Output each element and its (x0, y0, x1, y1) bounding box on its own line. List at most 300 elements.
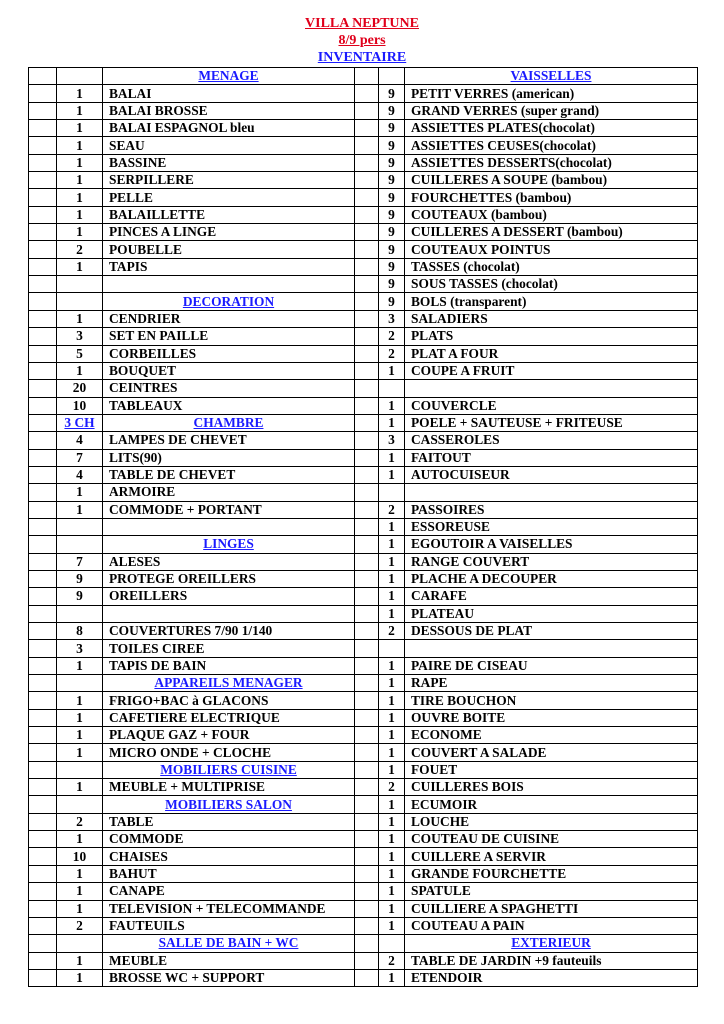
right-quantity-cell: 1 (379, 414, 405, 431)
right-quantity-cell: 9 (379, 102, 405, 119)
right-quantity-cell: 2 (379, 779, 405, 796)
right-item-cell: DESSOUS DE PLAT (405, 623, 698, 640)
right-item-cell: TASSES (chocolat) (405, 258, 698, 275)
table-row (29, 588, 698, 605)
right-item-cell: GRAND VERRES (super grand) (405, 102, 698, 119)
column-separator-cell (355, 623, 379, 640)
row-marker-cell (29, 154, 57, 171)
column-separator-cell (355, 727, 379, 744)
table-row (29, 293, 698, 310)
left-quantity-cell: 10 (57, 848, 103, 865)
left-quantity-cell: 1 (57, 501, 103, 518)
column-separator-cell (355, 102, 379, 119)
left-item-cell: TABLEAUX (103, 397, 355, 414)
table-row (29, 224, 698, 241)
right-item-cell: CUILLERES BOIS (405, 779, 698, 796)
row-marker-cell (29, 727, 57, 744)
right-section-heading: VAISSELLES (405, 68, 698, 85)
row-marker-cell (29, 813, 57, 830)
column-separator-cell (355, 449, 379, 466)
left-quantity-cell: 10 (57, 397, 103, 414)
right-quantity-cell: 1 (379, 588, 405, 605)
left-quantity-cell: 20 (57, 380, 103, 397)
right-item-cell (405, 640, 698, 657)
right-item-cell: SALADIERS (405, 310, 698, 327)
row-marker-cell (29, 744, 57, 761)
right-item-cell: CUILLERES A DESSERT (bambou) (405, 224, 698, 241)
table-row (29, 172, 698, 189)
left-quantity-cell: 2 (57, 241, 103, 258)
right-item-cell: ECUMOIR (405, 796, 698, 813)
right-item-cell: ASSIETTES CEUSES(chocolat) (405, 137, 698, 154)
right-item-cell: CARAFE (405, 588, 698, 605)
row-marker-cell (29, 692, 57, 709)
right-item-cell: COUTEAU A PAIN (405, 917, 698, 934)
column-separator-cell (355, 831, 379, 848)
right-item-cell: PETIT VERRES (american) (405, 85, 698, 102)
right-item-cell: PASSOIRES (405, 501, 698, 518)
row-marker-cell (29, 865, 57, 882)
table-row (29, 727, 698, 744)
right-quantity-cell: 1 (379, 969, 405, 986)
column-separator-cell (355, 397, 379, 414)
row-marker-cell (29, 345, 57, 362)
column-separator-cell (355, 692, 379, 709)
right-quantity-cell: 1 (379, 917, 405, 934)
right-item-cell: BOLS (transparent) (405, 293, 698, 310)
left-item-cell: BALAI ESPAGNOL bleu (103, 120, 355, 137)
left-item-cell: MEUBLE + MULTIPRISE (103, 779, 355, 796)
right-quantity-cell: 3 (379, 310, 405, 327)
table-row (29, 779, 698, 796)
row-marker-cell (29, 484, 57, 501)
right-quantity-cell: 9 (379, 258, 405, 275)
right-item-cell: TABLE DE JARDIN +9 fauteuils (405, 952, 698, 969)
right-quantity-cell: 1 (379, 362, 405, 379)
left-quantity-cell: 1 (57, 120, 103, 137)
row-marker-cell (29, 68, 57, 85)
column-separator-cell (355, 68, 379, 85)
left-quantity-cell: 3 (57, 328, 103, 345)
column-separator-cell (355, 189, 379, 206)
right-quantity-cell: 2 (379, 952, 405, 969)
column-separator-cell (355, 154, 379, 171)
table-row (29, 969, 698, 986)
column-separator-cell (355, 518, 379, 535)
right-quantity-cell: 9 (379, 276, 405, 293)
right-item-cell: GRANDE FOURCHETTE (405, 865, 698, 882)
left-quantity-cell: 4 (57, 432, 103, 449)
table-row (29, 692, 698, 709)
column-separator-cell (355, 570, 379, 587)
table-row (29, 536, 698, 553)
left-item-cell: SEAU (103, 137, 355, 154)
column-separator-cell (355, 900, 379, 917)
table-row (29, 831, 698, 848)
column-separator-cell (355, 310, 379, 327)
table-row (29, 362, 698, 379)
left-quantity-cell: 7 (57, 449, 103, 466)
column-separator-cell (355, 258, 379, 275)
table-row (29, 501, 698, 518)
capacity-label: 8/9 pers (338, 33, 386, 48)
left-item-cell: ARMOIRE (103, 484, 355, 501)
right-item-cell: FOUET (405, 761, 698, 778)
column-separator-cell (355, 414, 379, 431)
table-row (29, 397, 698, 414)
right-quantity-cell: 3 (379, 432, 405, 449)
left-item-cell: TABLE DE CHEVET (103, 466, 355, 483)
left-quantity-cell: 1 (57, 154, 103, 171)
row-marker-cell (29, 623, 57, 640)
right-quantity-cell: 9 (379, 85, 405, 102)
table-row (29, 709, 698, 726)
column-separator-cell (355, 709, 379, 726)
row-marker-cell (29, 570, 57, 587)
right-quantity-cell: 9 (379, 241, 405, 258)
table-row (29, 68, 698, 85)
column-separator-cell (355, 744, 379, 761)
column-separator-cell (355, 466, 379, 483)
column-separator-cell (355, 501, 379, 518)
right-item-cell: COUTEAUX POINTUS (405, 241, 698, 258)
right-item-cell: SPATULE (405, 883, 698, 900)
row-marker-cell (29, 293, 57, 310)
table-row (29, 900, 698, 917)
left-section-heading: MOBILIERS SALON (103, 796, 355, 813)
left-quantity-cell: 1 (57, 258, 103, 275)
left-quantity-cell: 3 (57, 640, 103, 657)
left-quantity-cell: 1 (57, 102, 103, 119)
right-item-cell (405, 380, 698, 397)
table-row (29, 553, 698, 570)
row-marker-cell (29, 466, 57, 483)
right-quantity-cell: 2 (379, 623, 405, 640)
row-marker-cell (29, 189, 57, 206)
row-marker-cell (29, 380, 57, 397)
right-item-cell: COUPE A FRUIT (405, 362, 698, 379)
left-item-cell: CAFETIERE ELECTRIQUE (103, 709, 355, 726)
row-marker-cell (29, 917, 57, 934)
table-row (29, 380, 698, 397)
left-item-cell: CENDRIER (103, 310, 355, 327)
right-item-cell: CUILLIERE A SPAGHETTI (405, 900, 698, 917)
right-quantity-cell: 1 (379, 796, 405, 813)
left-quantity-cell: 3 CH (57, 414, 103, 431)
left-quantity-cell: 1 (57, 744, 103, 761)
row-marker-cell (29, 779, 57, 796)
right-quantity-cell: 2 (379, 328, 405, 345)
table-row (29, 640, 698, 657)
table-row (29, 102, 698, 119)
left-quantity-cell (57, 518, 103, 535)
right-quantity-cell: 1 (379, 605, 405, 622)
column-separator-cell (355, 224, 379, 241)
left-quantity-cell: 1 (57, 831, 103, 848)
left-quantity-cell: 1 (57, 727, 103, 744)
table-row (29, 761, 698, 778)
right-quantity-cell: 1 (379, 553, 405, 570)
table-row (29, 154, 698, 171)
table-row (29, 466, 698, 483)
right-quantity-cell: 1 (379, 675, 405, 692)
left-section-heading: CHAMBRE (103, 414, 355, 431)
left-quantity-cell: 4 (57, 466, 103, 483)
column-separator-cell (355, 935, 379, 952)
left-item-cell: MEUBLE (103, 952, 355, 969)
column-separator-cell (355, 137, 379, 154)
right-quantity-cell: 9 (379, 120, 405, 137)
left-item-cell: PELLE (103, 189, 355, 206)
left-quantity-cell: 1 (57, 206, 103, 223)
left-item-cell: CANAPE (103, 883, 355, 900)
right-quantity-cell: 1 (379, 848, 405, 865)
left-item-cell: FAUTEUILS (103, 917, 355, 934)
left-item-cell: COMMODE + PORTANT (103, 501, 355, 518)
table-row (29, 744, 698, 761)
row-marker-cell (29, 553, 57, 570)
column-separator-cell (355, 657, 379, 674)
left-item-cell: BALAILLETTE (103, 206, 355, 223)
right-item-cell: CASSEROLES (405, 432, 698, 449)
column-separator-cell (355, 917, 379, 934)
left-item-cell: LAMPES DE CHEVET (103, 432, 355, 449)
left-quantity-cell: 1 (57, 484, 103, 501)
column-separator-cell (355, 848, 379, 865)
left-quantity-cell: 1 (57, 172, 103, 189)
left-quantity-cell (57, 935, 103, 952)
left-quantity-cell: 1 (57, 137, 103, 154)
right-item-cell: ETENDOIR (405, 969, 698, 986)
right-quantity-cell: 1 (379, 865, 405, 882)
table-row (29, 328, 698, 345)
right-quantity-cell: 1 (379, 449, 405, 466)
left-item-cell: PINCES A LINGE (103, 224, 355, 241)
right-item-cell: POELE + SAUTEUSE + FRITEUSE (405, 414, 698, 431)
column-separator-cell (355, 553, 379, 570)
right-item-cell: CUILLERE A SERVIR (405, 848, 698, 865)
row-marker-cell (29, 605, 57, 622)
row-marker-cell (29, 501, 57, 518)
left-item-cell: COUVERTURES 7/90 1/140 (103, 623, 355, 640)
column-separator-cell (355, 484, 379, 501)
right-quantity-cell (379, 935, 405, 952)
table-row (29, 883, 698, 900)
column-separator-cell (355, 779, 379, 796)
row-marker-cell (29, 224, 57, 241)
row-marker-cell (29, 397, 57, 414)
row-marker-cell (29, 518, 57, 535)
left-quantity-cell (57, 68, 103, 85)
right-quantity-cell: 2 (379, 501, 405, 518)
left-item-cell: CHAISES (103, 848, 355, 865)
row-marker-cell (29, 241, 57, 258)
row-marker-cell (29, 276, 57, 293)
right-item-cell: OUVRE BOITE (405, 709, 698, 726)
document-title: VILLA NEPTUNE (305, 16, 419, 31)
row-marker-cell (29, 831, 57, 848)
right-quantity-cell: 2 (379, 345, 405, 362)
table-row (29, 623, 698, 640)
left-quantity-cell: 1 (57, 779, 103, 796)
right-quantity-cell (379, 484, 405, 501)
column-separator-cell (355, 432, 379, 449)
left-item-cell: BAHUT (103, 865, 355, 882)
row-marker-cell (29, 536, 57, 553)
row-marker-cell (29, 969, 57, 986)
column-separator-cell (355, 328, 379, 345)
column-separator-cell (355, 952, 379, 969)
left-item-cell: BASSINE (103, 154, 355, 171)
column-separator-cell (355, 605, 379, 622)
column-separator-cell (355, 380, 379, 397)
right-item-cell (405, 484, 698, 501)
row-marker-cell (29, 796, 57, 813)
left-item-cell: TABLE (103, 813, 355, 830)
left-section-heading: APPAREILS MENAGER (103, 675, 355, 692)
right-item-cell: PAIRE DE CISEAU (405, 657, 698, 674)
row-marker-cell (29, 640, 57, 657)
table-row (29, 935, 698, 952)
right-item-cell: EGOUTOIR A VAISELLES (405, 536, 698, 553)
left-quantity-cell: 1 (57, 85, 103, 102)
left-item-cell: POUBELLE (103, 241, 355, 258)
table-row (29, 120, 698, 137)
left-quantity-cell: 1 (57, 189, 103, 206)
left-quantity-cell (57, 276, 103, 293)
table-row (29, 345, 698, 362)
row-marker-cell (29, 883, 57, 900)
right-item-cell: RANGE COUVERT (405, 553, 698, 570)
left-item-cell: BALAI BROSSE (103, 102, 355, 119)
table-row (29, 137, 698, 154)
row-marker-cell (29, 761, 57, 778)
right-item-cell: ECONOME (405, 727, 698, 744)
right-item-cell: TIRE BOUCHON (405, 692, 698, 709)
left-quantity-cell: 1 (57, 310, 103, 327)
left-quantity-cell: 8 (57, 623, 103, 640)
left-item-cell: BOUQUET (103, 362, 355, 379)
table-row (29, 657, 698, 674)
right-quantity-cell: 1 (379, 831, 405, 848)
left-quantity-cell: 1 (57, 362, 103, 379)
table-row (29, 675, 698, 692)
left-section-heading: SALLE DE BAIN + WC (103, 935, 355, 952)
left-item-cell: FRIGO+BAC à GLACONS (103, 692, 355, 709)
column-separator-cell (355, 172, 379, 189)
row-marker-cell (29, 137, 57, 154)
left-quantity-cell: 1 (57, 865, 103, 882)
right-item-cell: COUTEAU DE CUISINE (405, 831, 698, 848)
right-item-cell: COUTEAUX (bambou) (405, 206, 698, 223)
left-item-cell: MICRO ONDE + CLOCHE (103, 744, 355, 761)
document-subtitle: INVENTAIRE (317, 50, 407, 65)
right-quantity-cell: 9 (379, 189, 405, 206)
right-quantity-cell: 1 (379, 692, 405, 709)
table-row (29, 189, 698, 206)
left-item-cell: TAPIS (103, 258, 355, 275)
table-row (29, 258, 698, 275)
right-item-cell: ESSOREUSE (405, 518, 698, 535)
right-quantity-cell: 1 (379, 570, 405, 587)
right-quantity-cell: 9 (379, 137, 405, 154)
row-marker-cell (29, 952, 57, 969)
column-separator-cell (355, 345, 379, 362)
right-item-cell: PLAT A FOUR (405, 345, 698, 362)
left-quantity-cell: 9 (57, 570, 103, 587)
left-quantity-cell (57, 796, 103, 813)
column-separator-cell (355, 969, 379, 986)
column-separator-cell (355, 675, 379, 692)
row-marker-cell (29, 328, 57, 345)
table-row (29, 484, 698, 501)
row-marker-cell (29, 172, 57, 189)
left-item-cell: BROSSE WC + SUPPORT (103, 969, 355, 986)
left-quantity-cell: 1 (57, 692, 103, 709)
column-separator-cell (355, 813, 379, 830)
left-quantity-cell: 2 (57, 917, 103, 934)
right-item-cell: ASSIETTES DESSERTS(chocolat) (405, 154, 698, 171)
right-quantity-cell: 1 (379, 883, 405, 900)
left-quantity-cell: 9 (57, 588, 103, 605)
column-separator-cell (355, 206, 379, 223)
column-separator-cell (355, 588, 379, 605)
column-separator-cell (355, 241, 379, 258)
left-section-heading: LINGES (103, 536, 355, 553)
row-marker-cell (29, 588, 57, 605)
column-separator-cell (355, 536, 379, 553)
right-item-cell: LOUCHE (405, 813, 698, 830)
right-item-cell: RAPE (405, 675, 698, 692)
left-quantity-cell (57, 293, 103, 310)
left-quantity-cell: 5 (57, 345, 103, 362)
column-separator-cell (355, 865, 379, 882)
left-item-cell: PLAQUE GAZ + FOUR (103, 727, 355, 744)
left-quantity-cell (57, 761, 103, 778)
right-quantity-cell: 1 (379, 727, 405, 744)
inventory-table (28, 67, 698, 987)
right-quantity-cell: 1 (379, 709, 405, 726)
table-row (29, 432, 698, 449)
table-row (29, 917, 698, 934)
right-quantity-cell (379, 380, 405, 397)
column-separator-cell (355, 293, 379, 310)
left-quantity-cell: 1 (57, 969, 103, 986)
column-separator-cell (355, 362, 379, 379)
left-quantity-cell: 1 (57, 709, 103, 726)
left-item-cell: TOILES CIREE (103, 640, 355, 657)
right-item-cell: PLATEAU (405, 605, 698, 622)
right-item-cell: SOUS TASSES (chocolat) (405, 276, 698, 293)
right-quantity-cell: 9 (379, 224, 405, 241)
table-row (29, 206, 698, 223)
table-row (29, 85, 698, 102)
right-quantity-cell: 1 (379, 900, 405, 917)
right-quantity-cell: 1 (379, 397, 405, 414)
row-marker-cell (29, 310, 57, 327)
row-marker-cell (29, 362, 57, 379)
left-item-cell (103, 518, 355, 535)
row-marker-cell (29, 258, 57, 275)
left-section-heading: DECORATION (103, 293, 355, 310)
row-marker-cell (29, 85, 57, 102)
left-item-cell: TAPIS DE BAIN (103, 657, 355, 674)
left-item-cell: CORBEILLES (103, 345, 355, 362)
table-row (29, 865, 698, 882)
row-marker-cell (29, 206, 57, 223)
column-separator-cell (355, 640, 379, 657)
left-quantity-cell (57, 605, 103, 622)
